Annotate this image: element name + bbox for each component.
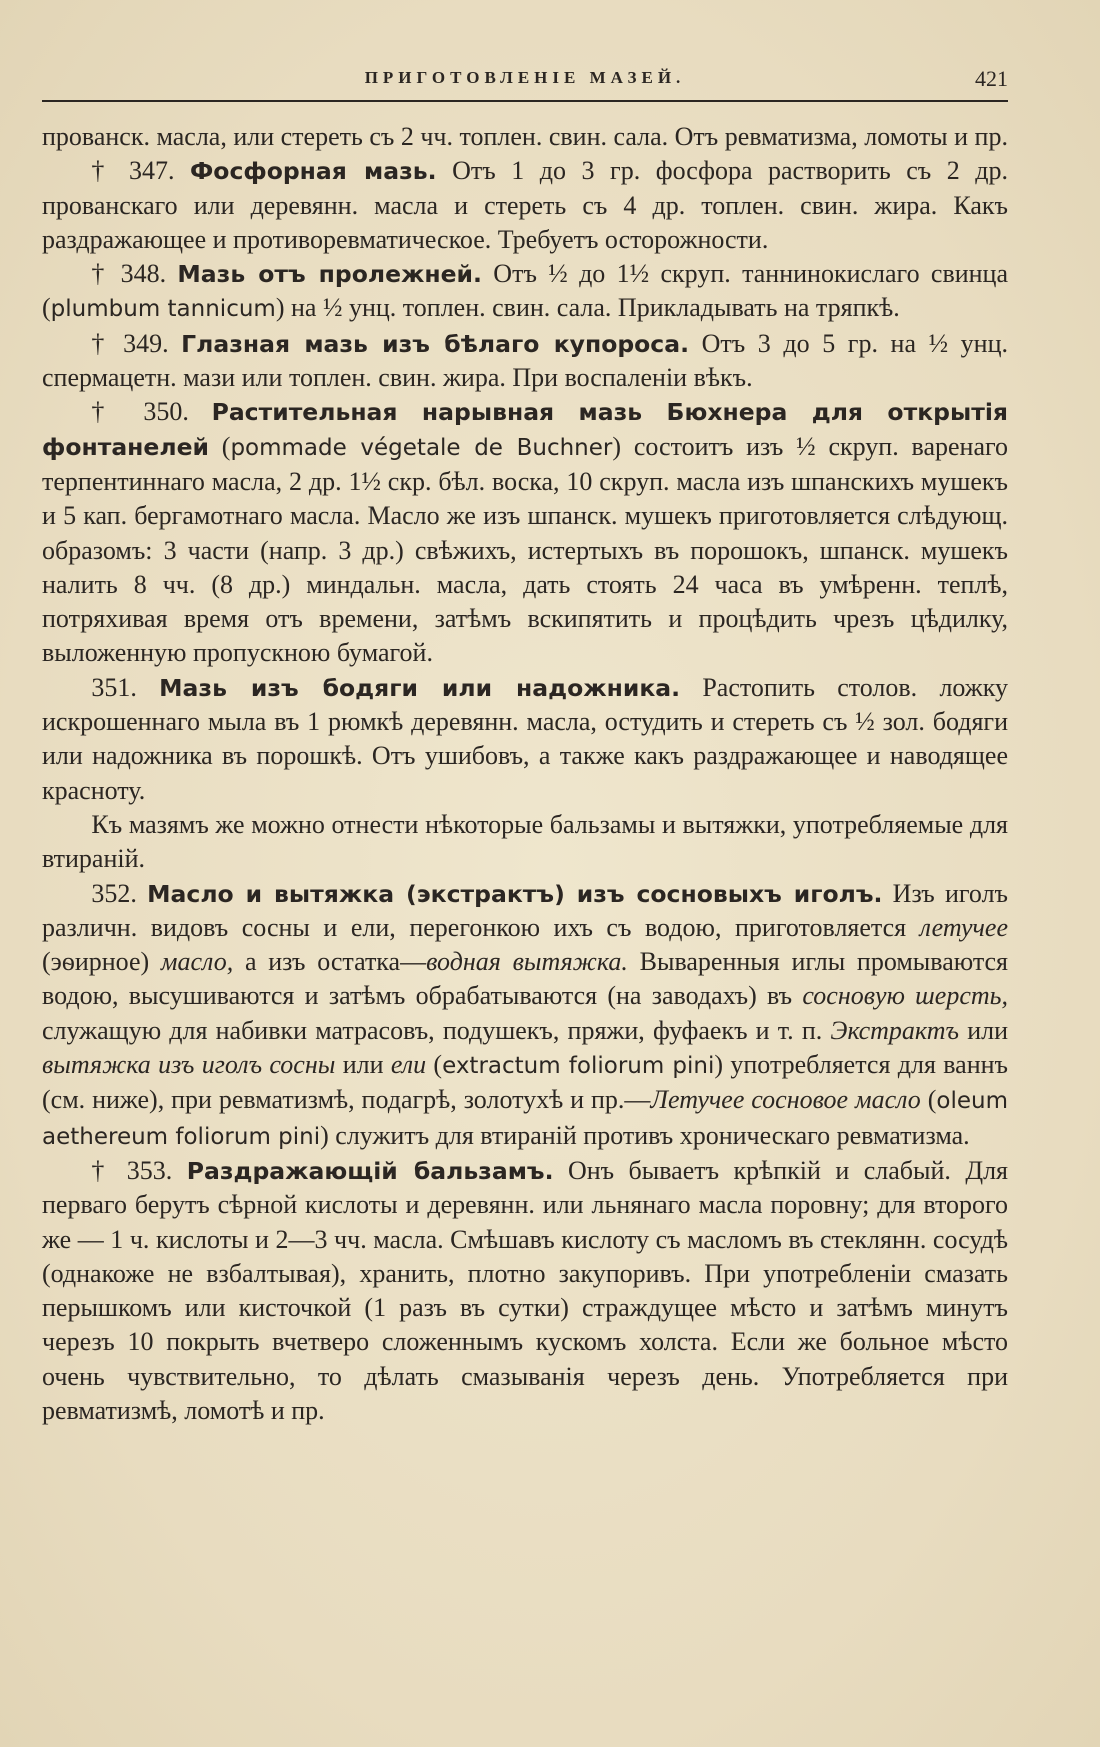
text-run: или (335, 1050, 391, 1080)
text-run: † 353. (91, 1155, 187, 1185)
text-run: Вываренныя иглы промываются водою, высушиваются и затѣмъ обрабатываются (на заводахъ) въ (42, 947, 1008, 1011)
text-run: Отъ ½ до 1½ скруп. таннинокислаго свинца ( (42, 259, 1009, 323)
header-rule (42, 100, 1008, 102)
text-run: (эѳирное) (42, 947, 161, 977)
text-run: Къ мазямъ же можно отнести нѣкоторые бальзамы и вытяжки, употребляемые для втираній. (42, 809, 1008, 874)
recipe-heading: Растительная нарывная мазь Бюхнера для открытія фонтанелей (42, 398, 1008, 461)
text-run: Изъ иголъ различн. видовъ сосны и ели, перегонкою ихъ съ водою, приготовляется (42, 878, 1008, 942)
text-run: ( (426, 1050, 443, 1080)
recipe-heading: Мазь изъ бодяги или надожника. (159, 673, 681, 702)
italic-term: вытяжка изъ иголъ сосны (42, 1050, 336, 1080)
recipe-heading: Глазная мазь изъ бѣлаго купороса. (181, 329, 690, 358)
text-run: † 350. (91, 397, 212, 427)
text-run: ( (920, 1085, 937, 1115)
text-run: ) состоитъ изъ ½ скруп. варенаго терпентиннаго масла, 2 др. 1½ скр. бѣл. воска, 10 скруп. масла изъ шпанскихъ мушекъ и 5 кап. бергамотнаго масла. Масло же изъ шпанск. мушекъ приготовляется слѣдующ. образомъ: 3 части (напр. 3 др.) свѣжихъ, истертыхъ въ порошокъ, шпанск. мушекъ налить 8 чч. (8 др.) миндальн. масла, дать стоять 24 часа въ умѣренн. теплѣ, потряхивая время отъ времени, затѣмъ вскипятить и процѣдить чрезъ цѣдилку, выложенную пропускною бумагой. (42, 431, 1008, 668)
recipe-heading: Раздражающій бальзамъ. (186, 1156, 554, 1185)
text-run: Онъ бываетъ крѣпкій и слабый. Для перваго берутъ сѣрной кислоты и деревянн. или льнянаго масла поровну; для второго же — 1 ч. кислоты и 2—3 чч. масла. Смѣшавъ кислоту съ масломъ въ стеклянн. сосудѣ (однакоже не взбалтывая), хранить, плотно закупоривъ. При употребленіи смазать перышкомъ или кисточкой (1 разъ въ сутки) страждущее мѣсто и затѣмъ минутъ черезъ 10 покрыть вчетверо сложеннымъ кускомъ холста. Если же больное мѣсто очень чувствительно, то дѣлать смазыванія черезъ день. Употребляется при ревматизмѣ, ломотѣ и пр. (42, 1155, 1009, 1425)
recipe-heading: Мазь отъ пролежней. (177, 260, 482, 289)
text-run: † 347. (91, 156, 190, 186)
italic-term: Экстрактъ (830, 1015, 960, 1045)
latin-term: extractum foliorum pini (442, 1053, 715, 1080)
text-run: 352. (91, 878, 148, 908)
paragraph-continuation (42, 120, 1008, 154)
text-run: прованск. масла, или стереть съ 2 чч. топлен. свин. сала. Отъ ревматизма, ломоты и пр. (42, 122, 1008, 151)
italic-term: сосновую шерсть, (802, 981, 1008, 1011)
text-run: служащую для набивки матрасовъ, подушекъ, пряжи, фуфаекъ и т. п. (42, 1015, 831, 1045)
text-run: ) на ½ унц. топлен. свин. сала. Прикладывать на тряпкѣ. (275, 293, 900, 323)
text-run: а изъ остатка— (233, 947, 427, 977)
paragraph-recipe-351 (42, 671, 1008, 808)
paragraph-recipe-348 (42, 257, 1008, 327)
latin-term: plumbum tannicum (50, 296, 276, 323)
text-run: Отъ 3 до 5 гр. на ½ унц. спермацетн. мази или топлен. свин. жира. При воспаленіи вѣкъ. (42, 328, 1009, 393)
italic-term: ели (390, 1050, 427, 1080)
page-number: 421 (975, 66, 1008, 91)
paragraph-recipe-347 (42, 154, 1008, 257)
recipe-heading: Масло и вытяжка (экстрактъ) изъ сосновыхъ иголъ. (147, 879, 883, 908)
paragraph-recipe-352 (42, 877, 1008, 1154)
recipe-heading: Фосфорная мазь. (190, 157, 437, 186)
text-run: Отъ 1 до 3 гр. фосфора растворить съ 2 др. прованскаго или деревянн. масла и стереть съ 4 др. топлен. свин. жира. Какъ раздражающее и противоревматическое. Требуетъ осторожности. (42, 156, 1009, 254)
text-run: ( (208, 431, 231, 461)
italic-term: Летучее сосновое масло (650, 1085, 921, 1115)
body-text (42, 120, 1008, 1428)
page-header (42, 66, 1008, 96)
italic-term: летучее (919, 912, 1008, 942)
text-run: или (959, 1015, 1009, 1045)
text-run: † 349. (91, 328, 182, 358)
text-run: † 348. (91, 259, 178, 289)
text-run: ) служитъ для втираній противъ хроническаго ревматизма. (320, 1120, 970, 1150)
paragraph-recipe-350 (42, 395, 1008, 670)
italic-term: масло, (160, 947, 234, 977)
paragraph-recipe-349 (42, 327, 1008, 396)
paragraph-balsams-note (42, 808, 1008, 877)
latin-term: pommade végetale de Buchner (230, 434, 613, 461)
italic-term: водная вытяжка. (426, 947, 628, 977)
running-title: ПРИГОТОВЛЕНІЕ МАЗЕЙ. (364, 68, 686, 87)
text-run: 351. (91, 672, 160, 702)
paragraph-recipe-353 (42, 1154, 1008, 1428)
latin-term: oleum aethereum foliorum pini (42, 1088, 1008, 1150)
text-run: Растопить столов. ложку искрошеннаго мыла въ 1 рюмкѣ деревянн. масла, остудить и стереть съ ½ зол. бодяги или надожника въ порошкѣ. Отъ ушибовъ, а также какъ раздражающее и наводящее красноту. (42, 672, 1008, 805)
text-run: ) употребляется для ваннъ (см. ниже), при ревматизмѣ, подагрѣ, золотухѣ и пр.— (42, 1050, 1008, 1115)
